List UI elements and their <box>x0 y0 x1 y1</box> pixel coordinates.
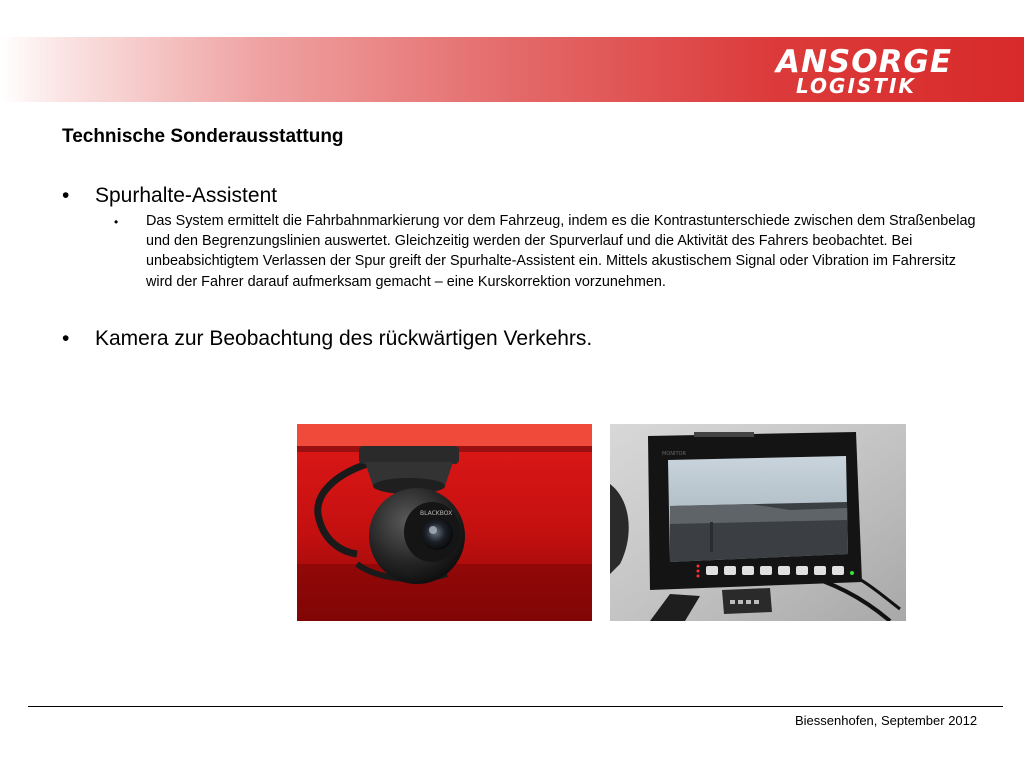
lane-assist-description: Das System ermittelt die Fahrbahnmarkierung vor dem Fahrzeug, indem es die Kontrastunterschiede zwischen dem Straßenbelag und den Begrenzungslinien auswertet. Gleichzeitig werden der Spurverlauf und die Aktivität des Fahrers beobachtet. Bei unbeabsichtigtem Verlassen der Spur greift der Spurhalte-Assistent ein. Mittels akustischem Signal oder Vibration im Fahrersitz wird der Fahrer darauf aufmerksam gemacht – eine Kurskorrektion vorzunehmen. <box>146 213 976 290</box>
sub-bullet-marker: • <box>114 215 119 229</box>
monitor-brand-text: MONITOR <box>662 451 686 457</box>
camera-brand-text: BLACKBOX <box>420 510 453 517</box>
bullet-marker: • <box>62 327 70 350</box>
footer-location-date: Biessenhofen, September 2012 <box>795 713 978 728</box>
logo-text-ansorge: ANSORGE <box>776 44 953 80</box>
logo-text-logistik: LOGISTIK <box>796 74 916 98</box>
bullet-lane-assist: Spurhalte-Assistent <box>95 184 278 207</box>
bullet-marker: • <box>62 184 70 207</box>
bullet-rear-camera: Kamera zur Beobachtung des rückwärtigen Verkehrs. <box>95 327 593 350</box>
footer-divider <box>28 706 1003 707</box>
company-logo <box>768 45 978 97</box>
rear-monitor-photo <box>610 424 906 621</box>
slide-title: Technische Sonderausstattung <box>62 126 344 147</box>
rear-camera-photo <box>297 424 592 621</box>
